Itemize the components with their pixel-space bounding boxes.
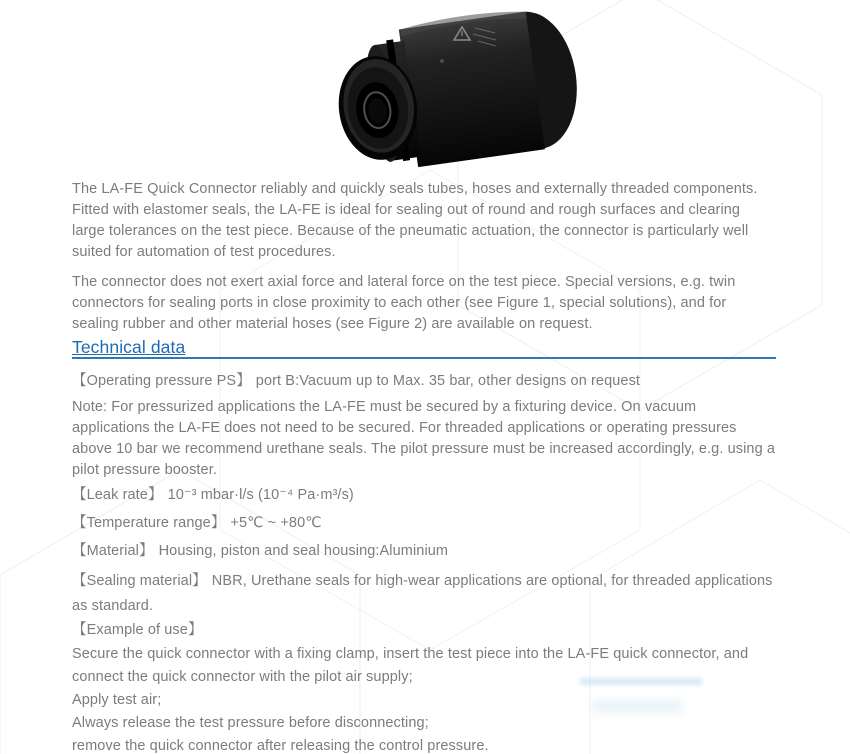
intro-paragraph-2: The connector does not exert axial force and lateral force on the test piece. Special versions, e.g. twin connectors for sealing ports in close proximity to each other (see Figure 1, special solutions), and for sealing rubber and other material hoses (see Figure 2) are available on request. [72,274,736,332]
spec-material-label: 【Material】 [72,543,154,559]
usage-instructions [72,643,776,754]
spec-temperature-range [72,513,776,534]
usage-step-2: Apply test air; [72,692,162,708]
spec-material-value: Housing, piston and seal housing:Aluminium [158,543,449,559]
spec-example-of-use [72,620,776,641]
product-photo [336,6,592,172]
spec-temperature-range-label: 【Temperature range】 [72,515,226,531]
technical-data-heading [72,337,776,359]
spec-example-of-use-label: 【Example of use】 [72,622,203,638]
spec-leak-rate [72,485,776,506]
spec-operating-pressure-value: port B:Vacuum up to Max. 35 bar, other designs on request [255,373,641,389]
intro-paragraph-1: The LA-FE Quick Connector reliably and quickly seals tubes, hoses and externally threaded components. Fitted with elastomer seals, the LA-FE is ideal for sealing out of round and rough surfaces and clearing large tolerances on the test piece. Because of the pneumatic actuation, the connector is particularly well suited for automation of test procedures. [72,181,758,260]
spec-sealing-material-label: 【Sealing material】 [72,573,207,589]
spec-leak-rate-value: 10⁻³ mbar·l/s (10⁻⁴ Pa·m³/s) [167,487,354,503]
technical-data-heading-text: Technical data [72,337,186,357]
spec-note: Note: For pressurized applications the LA-FE must be secured by a fixturing device. On vacuum applications the LA-FE does not need to be secured. For threaded applications or operating pressures above 10 bar we recommend urethane seals. The pilot pressure must be increased accordingly, e.g. using a pilot pressure booster. [72,399,776,478]
usage-step-1: Secure the quick connector with a fixing clamp, insert the test piece into the LA-FE quick connector, and connect the quick connector with the pilot air supply; [72,646,749,685]
spec-operating-pressure-label: 【Operating pressure PS】 [72,373,251,389]
spec-leak-rate-label: 【Leak rate】 [72,487,163,503]
spec-temperature-range-value: +5℃ ~ +80℃ [230,515,322,531]
spec-sealing-material [72,569,776,619]
spec-operating-pressure [72,371,776,392]
usage-step-4: remove the quick connector after releasing the control pressure. [72,738,489,754]
document-body [72,179,776,754]
quick-connector-image [336,6,592,172]
spec-material [72,541,776,562]
usage-step-3: Always release the test pressure before disconnecting; [72,715,429,731]
spec-sealing-material-value: NBR, Urethane seals for high-wear applications are optional, for threaded applications as standard. [72,573,773,614]
